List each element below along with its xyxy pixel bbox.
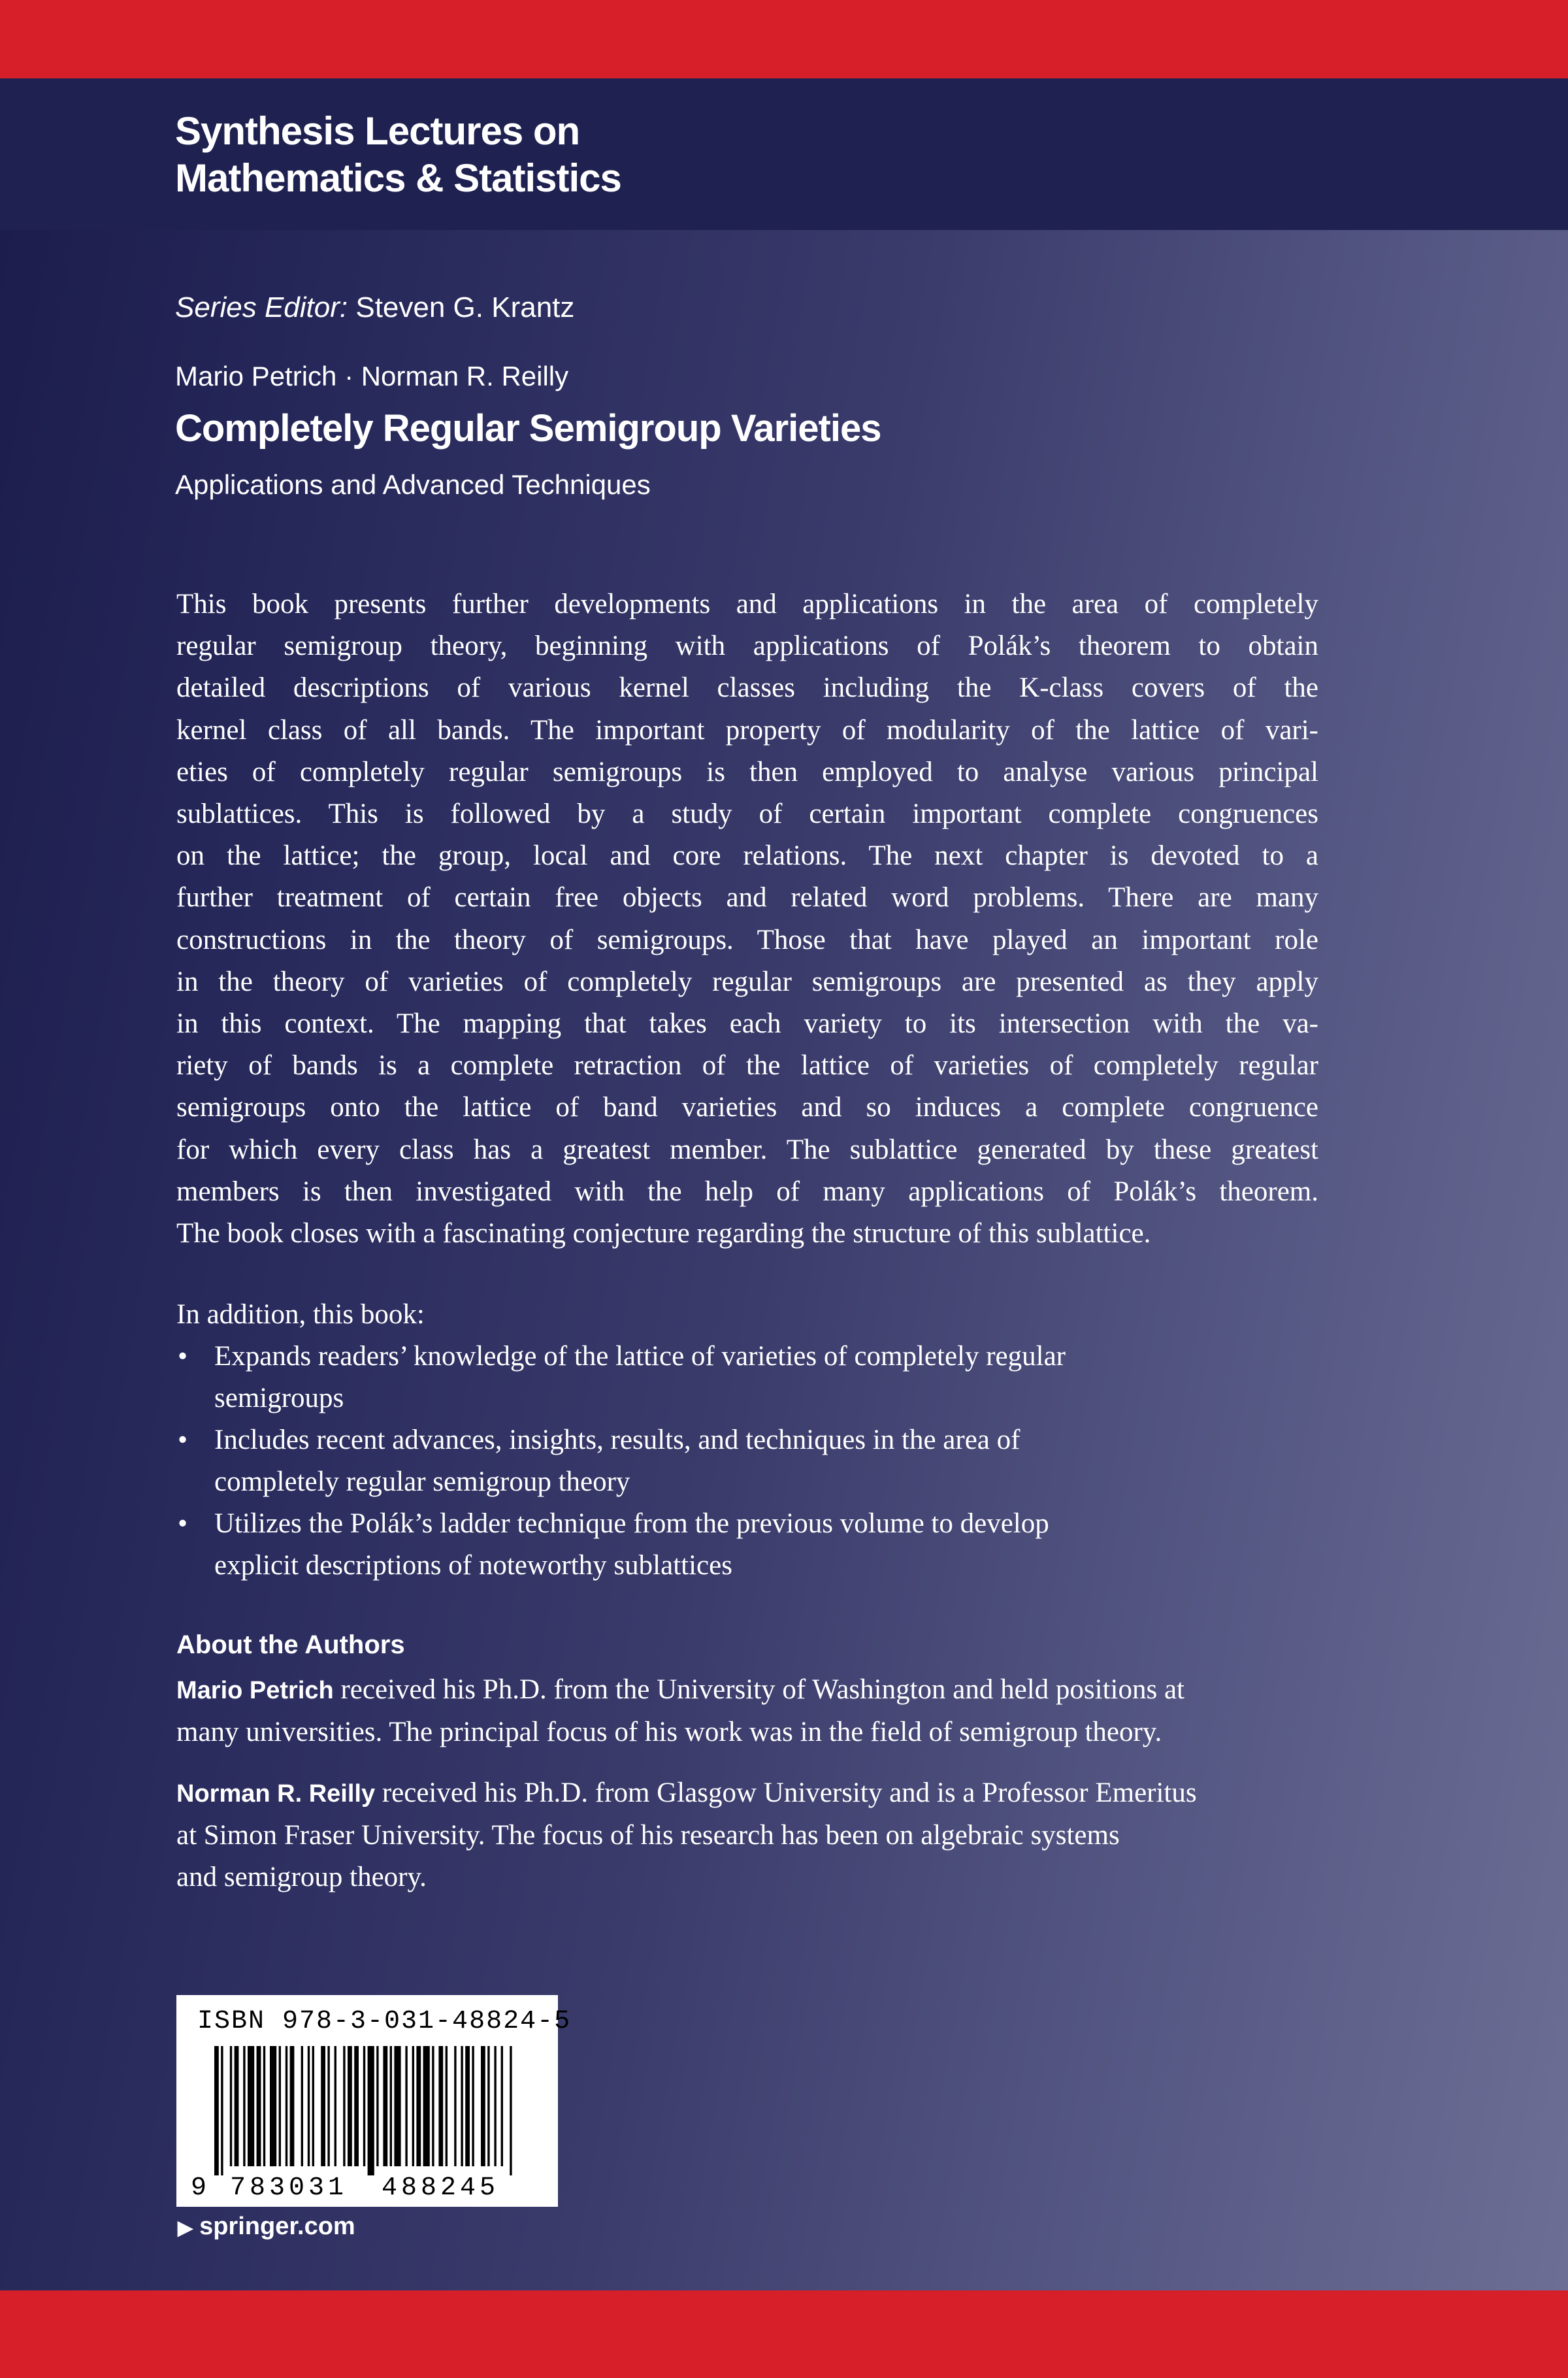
author-bio-petrich [176, 1669, 1184, 1753]
publisher-link[interactable] [178, 2213, 355, 2241]
series-editor [175, 291, 574, 324]
barcode-bar [343, 2046, 345, 2166]
abstract-line: This book presents further developments and applications in the area of completely [176, 589, 1318, 619]
barcode-bar [383, 2046, 387, 2166]
list-item [176, 1503, 1287, 1587]
barcode-bar [461, 2046, 463, 2166]
barcode-bar [321, 2046, 325, 2166]
barcode-bar [230, 2046, 232, 2166]
abstract-line: sublattices. This is followed by a study of certain important complete congruences [176, 799, 1318, 830]
barcode-bar [454, 2046, 456, 2166]
list-item [176, 1336, 1287, 1419]
barcode-bar [214, 2046, 219, 2175]
barcode-bar [290, 2046, 295, 2166]
barcode-bar [235, 2046, 239, 2166]
abstract-line: constructions in the theory of semigroups. Those that have played an important role [176, 924, 1318, 955]
bullet-icon: • [178, 1341, 188, 1372]
isbn-label: ISBN 978-3-031-48824-5 [197, 2007, 572, 2036]
barcode-bar [487, 2046, 489, 2166]
barcode-bar [472, 2046, 474, 2166]
book-abstract [176, 584, 1318, 1255]
bullet-icon: • [178, 1425, 188, 1455]
barcode-bar [301, 2046, 303, 2166]
back-cover-background [0, 230, 1568, 2290]
list-item-line: completely regular semigroup theory [214, 1466, 630, 1497]
bullet-icon: • [178, 1508, 188, 1539]
barcode-bar [416, 2046, 421, 2166]
barcode-bar [501, 2046, 503, 2166]
barcode-bar [432, 2046, 434, 2166]
author-name: Mario Petrich [176, 1677, 334, 1704]
barcode-bar [494, 2046, 496, 2166]
top-red-band [0, 0, 1568, 78]
list-item-line: semigroups [214, 1383, 344, 1413]
arrow-right-icon: ▶ [178, 2217, 193, 2239]
bio-text: received his Ph.D. from Glasgow University and is a Professor Emeritus [375, 1777, 1197, 1808]
barcode-bar [257, 2046, 261, 2166]
abstract-line: for which every class has a greatest member. The sublattice generated by these greatest [176, 1134, 1318, 1165]
barcode-bar [279, 2046, 281, 2166]
barcode-bar [327, 2046, 329, 2166]
abstract-line: kernel class of all bands. The important property of modularity of the lattice of vari- [176, 714, 1318, 746]
abstract-line: in this context. The mapping that takes each variety to its intersection with the va- [176, 1008, 1318, 1040]
abstract-line: detailed descriptions of various kernel classes including the K-class covers of the [176, 672, 1318, 704]
abstract-line: regular semigroup theory, beginning with applications of Polák’s theorem to obtain [176, 631, 1318, 662]
publisher-url: springer.com [199, 2213, 355, 2240]
barcode-bar [312, 2046, 314, 2166]
barcode-digits-right: 488245 [382, 2173, 500, 2203]
list-item-line: Utilizes the Polák’s ladder technique from the previous volume to develop [214, 1508, 1049, 1539]
barcode-bar [243, 2046, 245, 2166]
bottom-red-band [0, 2290, 1568, 2378]
barcode-bar [465, 2046, 470, 2166]
abstract-line: eties of completely regular semigroups is then employed to analyse various principal [176, 756, 1318, 787]
series-title [175, 108, 621, 202]
abstract-line: on the lattice; the group, local and core relations. The next chapter is devoted to a [176, 840, 1318, 872]
barcode-bar [376, 2046, 378, 2166]
author-bio-reilly [176, 1772, 1197, 1898]
book-title: Completely Regular Semigroup Varieties [175, 407, 881, 450]
barcode-bar [405, 2046, 407, 2166]
abstract-line: semigroups onto the lattice of band varieties and so induces a complete congruence [176, 1092, 1318, 1123]
bio-text: many universities. The principal focus of his work was in the field of semigroup theory. [176, 1717, 1162, 1747]
bio-text: and semigroup theory. [176, 1862, 427, 1892]
list-item-line: Expands readers’ knowledge of the lattice of varieties of completely regular [214, 1341, 1066, 1372]
list-item-line: explicit descriptions of noteworthy sublattices [214, 1550, 732, 1581]
barcode-bar [510, 2046, 512, 2175]
barcode-bar [481, 2046, 485, 2166]
list-item-line: Includes recent advances, insights, results, and techniques in the area of [214, 1425, 1021, 1455]
barcode-digit-first: 9 [191, 2173, 207, 2203]
barcode-bar [348, 2046, 352, 2166]
abstract-line: riety of bands is a complete retraction of the lattice of varieties of completely regular [176, 1050, 1318, 1082]
barcode-bar [263, 2046, 265, 2166]
barcode-bar [335, 2046, 336, 2166]
series-title-line1: Synthesis Lectures on [175, 109, 580, 153]
barcode-bar [446, 2046, 448, 2166]
barcode-bar [286, 2046, 287, 2166]
barcode-bar [270, 2046, 276, 2166]
about-authors-heading: About the Authors [176, 1630, 405, 1659]
book-subtitle: Applications and Advanced Techniques [175, 469, 651, 500]
bio-text: received his Ph.D. from the University of Washington and held positions at [333, 1674, 1184, 1705]
barcode-bar [363, 2046, 365, 2166]
isbn-barcode [176, 1995, 572, 2207]
feature-list [176, 1336, 1287, 1587]
barcode-bar [412, 2046, 414, 2166]
barcode-bar [390, 2046, 392, 2166]
addition-intro: In addition, this book: [176, 1299, 425, 1330]
series-title-line2: Mathematics & Statistics [175, 156, 621, 200]
abstract-line: in the theory of varieties of completely regular semigroups are presented as they apply [176, 966, 1318, 997]
barcode-bar [423, 2046, 430, 2166]
list-item [176, 1419, 1287, 1503]
barcode-bar [354, 2046, 359, 2166]
abstract-line: members is then investigated with the help of many applications of Polák’s theorem. [176, 1176, 1318, 1207]
series-editor-label: Series Editor: [175, 291, 348, 323]
barcode-digits-left: 783031 [230, 2173, 348, 2203]
author-name: Norman R. Reilly [176, 1780, 376, 1808]
bio-text: at Simon Fraser University. The focus of his research has been on algebraic systems [176, 1820, 1120, 1851]
abstract-line: The book closes with a fascinating conjecture regarding the structure of this sublattice. [176, 1218, 1151, 1249]
series-editor-name: Steven G. Krantz [355, 291, 575, 323]
barcode-bar [438, 2046, 443, 2166]
abstract-line: further treatment of certain free objects and related word problems. There are many [176, 882, 1318, 914]
barcode-bar [308, 2046, 310, 2166]
barcode-bar [394, 2046, 400, 2166]
book-authors: Mario Petrich · Norman R. Reilly [175, 361, 569, 391]
barcode-bar [248, 2046, 254, 2166]
barcode-bar [368, 2046, 374, 2175]
barcode-bar [221, 2046, 223, 2175]
